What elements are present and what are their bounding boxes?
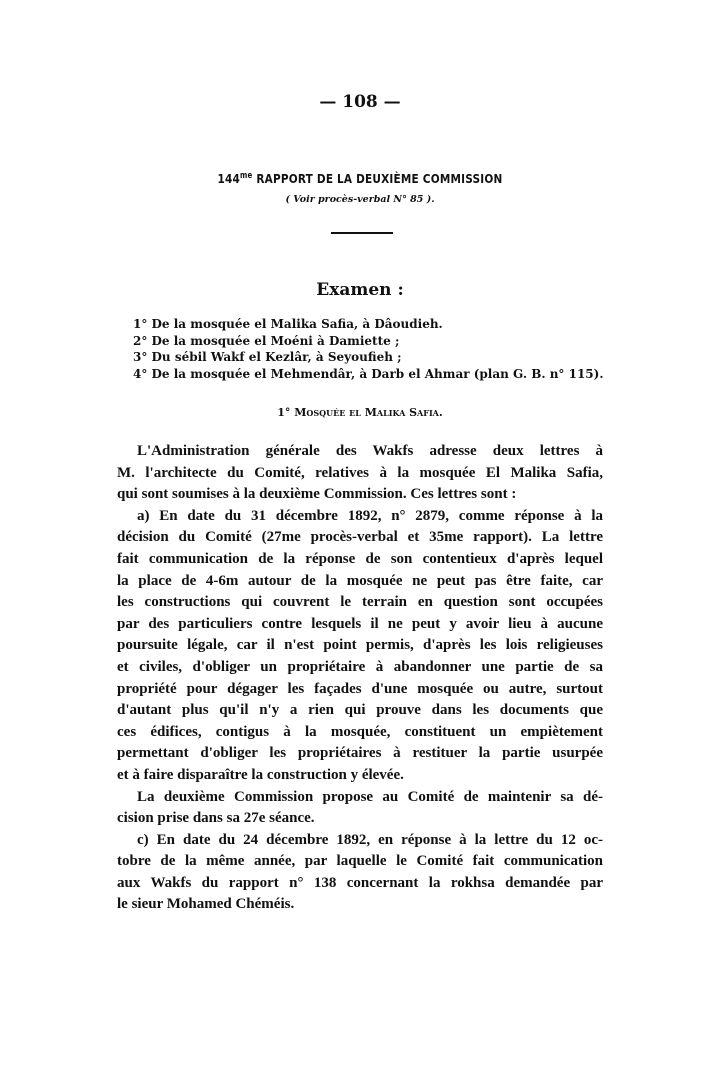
text-line: le sieur Mohamed Chéméis.	[117, 896, 295, 913]
report-number-suffix: me	[240, 170, 253, 181]
text-line: a) En date du 31 décembre 1892, n° 2879, comme réponse à la	[137, 507, 603, 524]
text-line: poursuite légale, car il n'est point permis, d'après les lois religieuses	[117, 637, 603, 654]
report-number: 144	[217, 172, 241, 187]
text-line: qui sont soumises à la deuxième Commission. Ces lettres sont :	[117, 486, 517, 503]
text-line: aux Wakfs du rapport n° 138 concernant la rokhsa demandée par	[117, 874, 603, 891]
text-line: L'Administration générale des Wakfs adresse deux lettres à	[137, 443, 603, 459]
text-line: fait communication de la réponse de son contentieux d'après lequel	[117, 550, 603, 567]
list-item: 3° Du sébil Wakf el Kezlâr, à Seyoufieh ;	[133, 350, 402, 364]
divider	[331, 232, 393, 234]
text-line: la place de 4-6m autour de la mosquée ne peut pas être faite, car	[117, 572, 603, 589]
text-line: c) En date du 24 décembre 1892, en réponse à la lettre du 12 oc-	[137, 831, 603, 848]
list-item: 1° De la mosquée el Malika Safia, à Dâoudieh.	[133, 317, 443, 331]
text-line: propriété pour dégager les façades d'une mosquée ou autre, surtout	[117, 680, 603, 697]
list-item: 4° De la mosquée el Mehmendâr, à Darb el Ahmar (plan G. B. n° 115).	[133, 366, 604, 381]
text-line: décision du Comité (27me procès-verbal et 35me rapport). La lettre	[117, 529, 603, 546]
examination-list	[133, 316, 604, 382]
text-line: cision prise dans sa 27e séance.	[117, 810, 315, 827]
section-heading: Examen :	[316, 280, 404, 300]
report-title-text: RAPPORT DE LA DEUXIÈME COMMISSION	[252, 172, 503, 187]
text-line: permettant d'obliger les propriétaires à restituer la partie usurpée	[117, 745, 603, 762]
report-subtitle: ( Voir procès-verbal N° 85 ).	[285, 194, 435, 205]
text-line: ces édifices, contigus à la mosquée, constituent un empiètement	[117, 723, 603, 740]
text-line: M. l'architecte du Comité, relatives à la mosquée El Malika Safia,	[117, 464, 603, 481]
text-line: par des particuliers contre lesquels il ne peut y avoir lieu à aucune	[117, 615, 603, 632]
list-item: 2° De la mosquée el Moéni à Damiette ;	[133, 333, 400, 348]
page-number: — 108 —	[319, 92, 401, 112]
body-text	[117, 441, 603, 916]
text-line: les constructions qui couvrent le terrain en question sont occupées	[117, 594, 603, 611]
text-line: La deuxième Commission propose au Comité de maintenir sa dé-	[137, 788, 603, 805]
text-line: et civiles, d'obliger un propriétaire à abandonner une partie de sa	[117, 658, 603, 675]
report-title	[0, 171, 720, 187]
subheading: 1° Mosquée el Malika Safia.	[277, 406, 443, 419]
text-line: d'autant plus qu'il n'y a rien qui prouve dans les documents que	[117, 702, 603, 719]
text-line: et à faire disparaître la construction y élevée.	[117, 766, 404, 783]
text-line: tobre de la même année, par laquelle le Comité fait communication	[117, 853, 603, 870]
